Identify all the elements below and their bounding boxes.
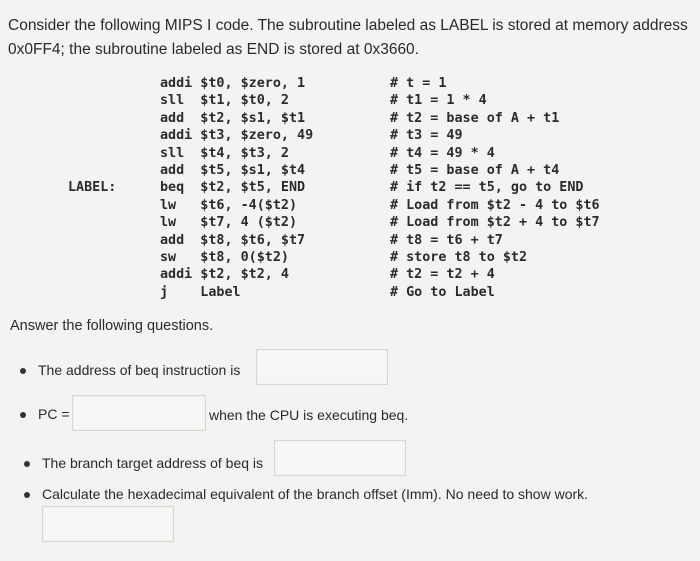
code-comment: # t2 = base of A + t1 (390, 110, 560, 126)
code-comment: # if t2 == t5, go to END (390, 180, 584, 196)
code-line (0, 92, 700, 109)
code-instruction: addi $t3, $zero, 49 (160, 128, 314, 144)
code-instruction: beq $t2, $t5, END (160, 180, 306, 196)
question-beq-address-text: The address of beq instruction is (38, 362, 241, 378)
code-line (0, 75, 700, 92)
code-comment: # t5 = base of A + t4 (390, 163, 560, 178)
code-instruction: lw $t6, -4($t2) (160, 197, 298, 213)
code-instruction: add $t2, $s1, $t1 (160, 110, 306, 126)
beq-address-answer-box[interactable] (256, 349, 388, 385)
code-line (0, 197, 700, 214)
question-branch-offset (24, 486, 588, 502)
branch-target-answer-box[interactable] (274, 440, 406, 476)
code-comment: # t3 = 49 (390, 128, 463, 144)
code-line (0, 179, 700, 196)
code-instruction: sll $t4, $t3, 2 (160, 145, 289, 161)
code-comment: # t8 = t6 + t7 (390, 232, 503, 248)
answer-heading: Answer the following questions. (10, 318, 214, 334)
question-pc-prefix: PC = (38, 406, 70, 422)
code-line (0, 145, 700, 162)
code-comment: # t2 = t2 + 4 (390, 267, 495, 283)
code-instruction: j Label (160, 284, 241, 300)
question-branch-offset-text: Calculate the hexadecimal equivalent of the branch offset (Imm). No need to show work. (42, 486, 589, 502)
bullet-icon (20, 412, 26, 418)
mips-code-listing (0, 75, 700, 305)
code-instruction: add $t5, $s1, $t4 (160, 163, 306, 178)
code-comment: # t = 1 (390, 76, 447, 91)
code-line (0, 249, 700, 266)
code-line (0, 162, 700, 179)
code-line (0, 232, 700, 249)
code-line (0, 266, 700, 283)
pc-input[interactable] (73, 396, 205, 430)
code-line (0, 284, 700, 301)
code-comment: # store t8 to $t2 (390, 250, 528, 265)
branch-target-input[interactable] (275, 441, 405, 475)
question-pc-suffix: when the CPU is executing beq. (209, 407, 409, 423)
code-comment: # t4 = 49 * 4 (390, 145, 495, 161)
code-comment: # Load from $t2 + 4 to $t7 (390, 215, 600, 231)
branch-offset-answer-box[interactable] (42, 506, 174, 542)
code-instruction: addi $t2, $t2, 4 (160, 267, 289, 283)
code-instruction: lw $t7, 4 ($t2) (160, 215, 298, 231)
code-line (0, 127, 700, 144)
code-comment: # Load from $t2 - 4 to $t6 (390, 197, 600, 213)
code-label: LABEL: (68, 180, 117, 196)
bullet-icon (24, 492, 30, 498)
code-line (0, 110, 700, 127)
code-instruction: addi $t0, $zero, 1 (160, 76, 306, 91)
code-comment: # t1 = 1 * 4 (390, 93, 487, 109)
code-comment: # Go to Label (390, 284, 495, 300)
question-beq-address (20, 362, 240, 378)
code-instruction: sll $t1, $t0, 2 (160, 93, 289, 109)
code-line (0, 214, 700, 231)
branch-offset-input[interactable] (43, 507, 173, 541)
bullet-icon (24, 461, 30, 467)
question-branch-target (24, 455, 263, 471)
pc-answer-box[interactable] (72, 395, 206, 431)
code-instruction: sw $t8, 0($t2) (160, 250, 289, 265)
bullet-icon (20, 368, 26, 374)
code-instruction: add $t8, $t6, $t7 (160, 232, 306, 248)
problem-statement: Consider the following MIPS I code. The subroutine labeled as LABEL is stored at memory address 0x0FF4; the subroutine labeled as END is stored at 0x3660. (8, 17, 688, 58)
question-branch-target-text: The branch target address of beq is (42, 455, 264, 471)
beq-address-input[interactable] (257, 350, 387, 384)
question-pc (20, 406, 70, 422)
